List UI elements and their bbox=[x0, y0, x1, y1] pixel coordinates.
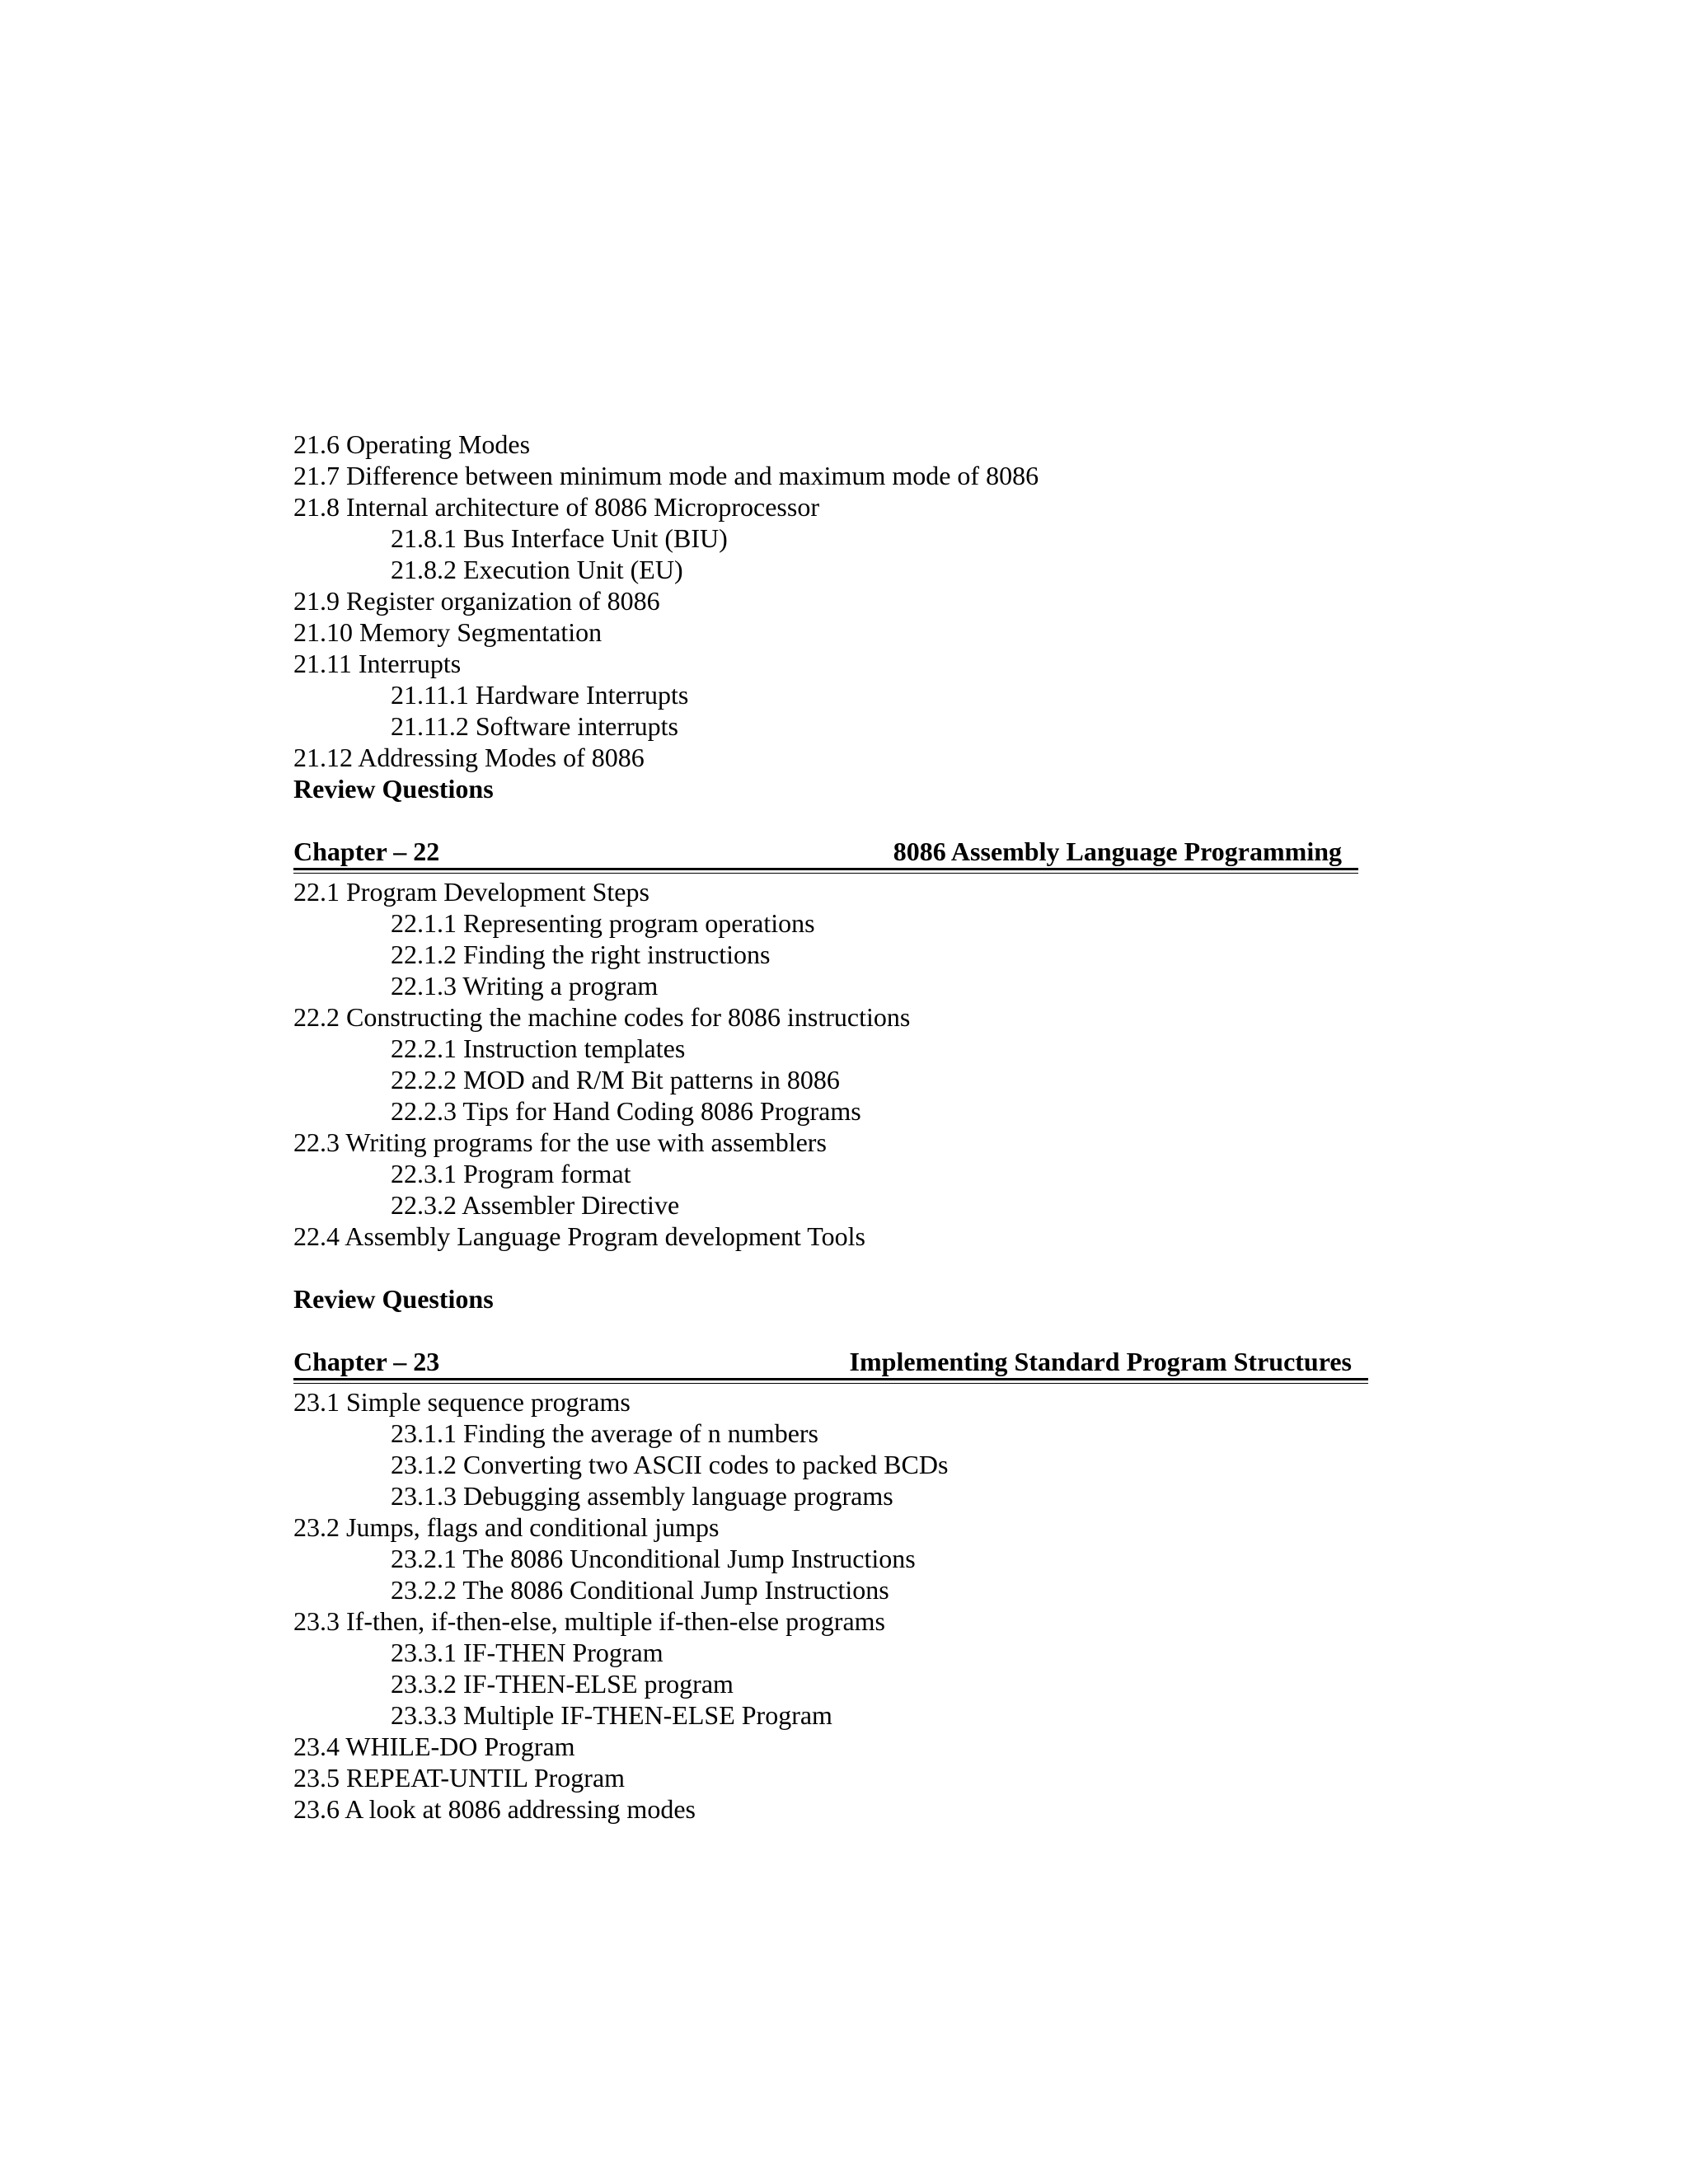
toc-entry: 23.1 Simple sequence programs bbox=[293, 1387, 631, 1417]
toc-entry: 21.10 Memory Segmentation bbox=[293, 617, 603, 647]
toc-subentry: 22.1.3 Writing a program bbox=[391, 971, 659, 1001]
toc-entry: 23.3 If-then, if-then-else, multiple if-then-else programs bbox=[293, 1606, 885, 1636]
chapter-23-rule-top bbox=[293, 1378, 1368, 1380]
toc-entry: 21.6 Operating Modes bbox=[293, 429, 531, 459]
toc-entry: 21.8 Internal architecture of 8086 Microprocessor bbox=[293, 492, 819, 522]
review-questions-heading: Review Questions bbox=[293, 774, 494, 804]
toc-subentry: 22.3.2 Assembler Directive bbox=[391, 1190, 680, 1220]
chapter-22-rule-bottom bbox=[293, 873, 1358, 874]
toc-subentry: 22.1.1 Representing program operations bbox=[391, 908, 815, 938]
toc-subentry: 21.8.2 Execution Unit (EU) bbox=[391, 555, 683, 584]
toc-subentry: 23.1.3 Debugging assembly language programs bbox=[391, 1481, 893, 1511]
toc-entry: 23.5 REPEAT-UNTIL Program bbox=[293, 1763, 626, 1793]
toc-entry: 23.4 WHILE-DO Program bbox=[293, 1732, 575, 1761]
chapter-23-rule-bottom bbox=[293, 1383, 1368, 1384]
toc-entry: 23.6 A look at 8086 addressing modes bbox=[293, 1794, 696, 1824]
review-questions-heading: Review Questions bbox=[293, 1284, 494, 1314]
toc-subentry: 22.3.1 Program format bbox=[391, 1159, 631, 1188]
toc-entry: 23.2 Jumps, flags and conditional jumps bbox=[293, 1512, 720, 1542]
toc-subentry: 22.2.1 Instruction templates bbox=[391, 1033, 686, 1063]
toc-subentry: 21.11.1 Hardware Interrupts bbox=[391, 680, 689, 710]
toc-subentry: 23.3.3 Multiple IF-THEN-ELSE Program bbox=[391, 1700, 832, 1730]
chapter-23-title: Implementing Standard Program Structures bbox=[849, 1347, 1352, 1376]
toc-subentry: 23.2.2 The 8086 Conditional Jump Instructions bbox=[391, 1575, 889, 1605]
chapter-22-title: 8086 Assembly Language Programming bbox=[893, 837, 1342, 866]
toc-subentry: 22.2.2 MOD and R/M Bit patterns in 8086 bbox=[391, 1065, 840, 1094]
toc-subentry: 22.1.2 Finding the right instructions bbox=[391, 940, 771, 969]
toc-entry: 21.11 Interrupts bbox=[293, 649, 462, 678]
toc-subentry: 23.1.2 Converting two ASCII codes to packed BCDs bbox=[391, 1450, 949, 1479]
toc-subentry: 23.3.2 IF-THEN-ELSE program bbox=[391, 1669, 734, 1699]
toc-entry: 21.9 Register organization of 8086 bbox=[293, 586, 660, 616]
toc-entry: 22.1 Program Development Steps bbox=[293, 877, 649, 907]
toc-entry: 22.3 Writing programs for the use with assemblers bbox=[293, 1127, 827, 1157]
chapter-23-label: Chapter – 23 bbox=[293, 1347, 440, 1376]
toc-entry: 21.12 Addressing Modes of 8086 bbox=[293, 743, 645, 772]
toc-subentry: 23.3.1 IF-THEN Program bbox=[391, 1638, 663, 1667]
toc-subentry: 23.1.1 Finding the average of n numbers bbox=[391, 1418, 818, 1448]
toc-subentry: 21.8.1 Bus Interface Unit (BIU) bbox=[391, 523, 728, 553]
toc-entry: 22.2 Constructing the machine codes for 8086 instructions bbox=[293, 1002, 911, 1032]
chapter-22-label: Chapter – 22 bbox=[293, 837, 440, 866]
chapter-22-rule-top bbox=[293, 868, 1358, 870]
toc-subentry: 21.11.2 Software interrupts bbox=[391, 711, 678, 741]
toc-entry: 22.4 Assembly Language Program development Tools bbox=[293, 1221, 865, 1251]
toc-subentry: 22.2.3 Tips for Hand Coding 8086 Programs bbox=[391, 1096, 861, 1126]
toc-subentry: 23.2.1 The 8086 Unconditional Jump Instructions bbox=[391, 1544, 916, 1573]
toc-entry: 21.7 Difference between minimum mode and maximum mode of 8086 bbox=[293, 461, 1039, 490]
